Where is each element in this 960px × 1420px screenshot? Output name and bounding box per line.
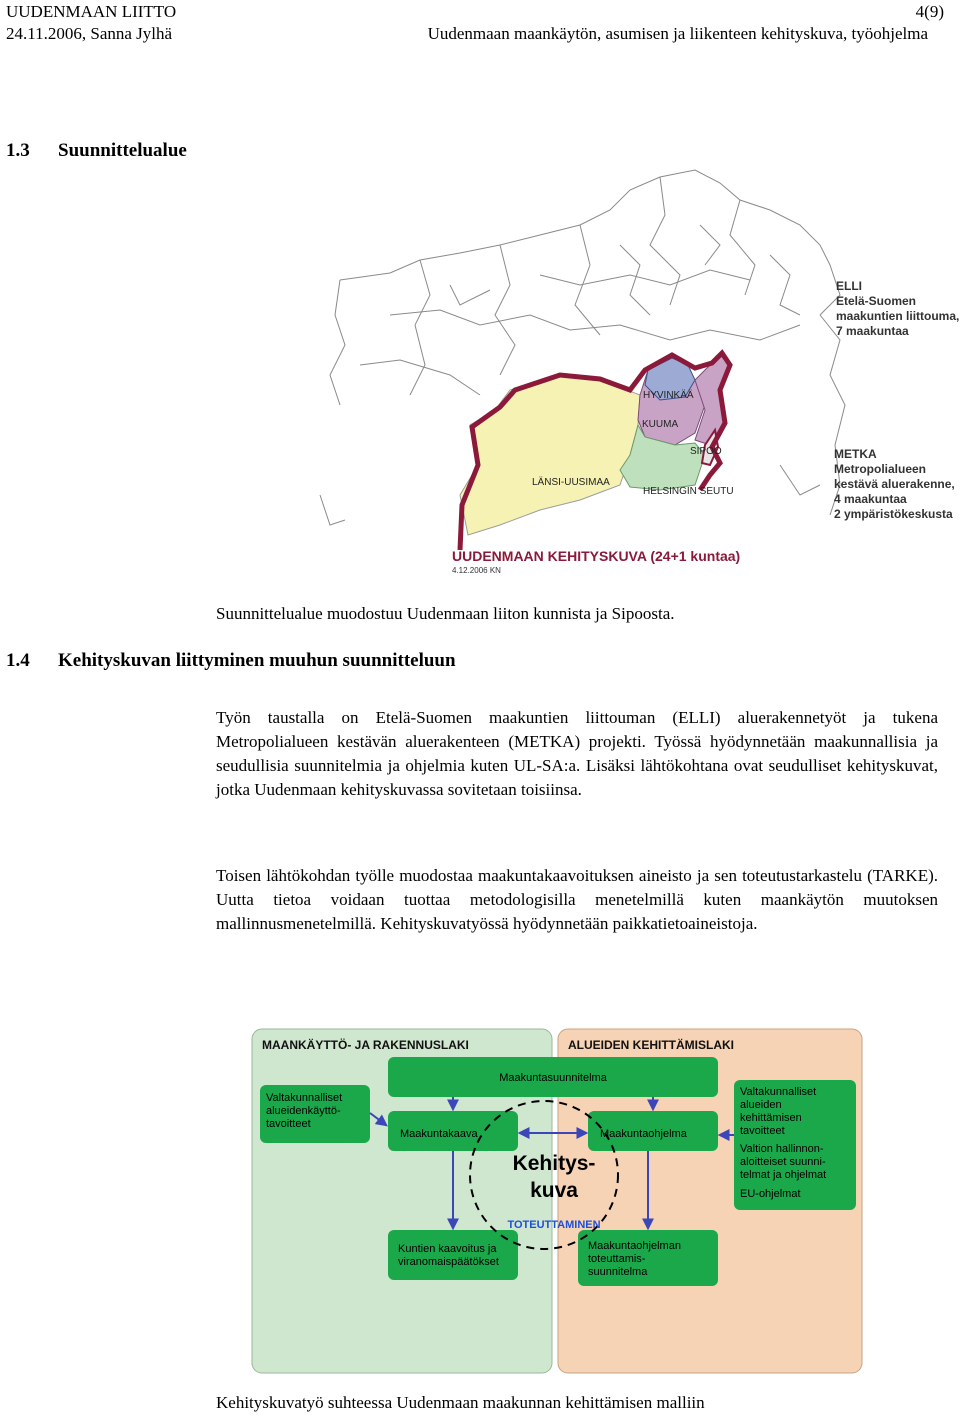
- svg-text:4 maakuntaa: 4 maakuntaa: [834, 492, 907, 506]
- map-date: 4.12.2006 KN: [452, 566, 501, 575]
- svg-text:Valtakunnalliset: Valtakunnalliset: [740, 1086, 817, 1098]
- svg-text:alueidenkäyttö-: alueidenkäyttö-: [266, 1105, 341, 1117]
- svg-text:Etelä-Suomen: Etelä-Suomen: [836, 294, 917, 308]
- label-lansi-uusimaa: LÄNSI-UUSIMAA: [532, 477, 610, 488]
- section-heading-1-3: [6, 140, 187, 162]
- section-heading-1-4: [6, 650, 456, 672]
- center-label-line1: Kehitys-: [512, 1152, 596, 1175]
- svg-text:7 maakuntaa: 7 maakuntaa: [836, 324, 909, 338]
- svg-text:maakuntien liittouma,: maakuntien liittouma,: [836, 309, 960, 323]
- region-lansi-uusimaa: [460, 375, 640, 535]
- svg-text:Valtion hallinnon-: Valtion hallinnon-: [740, 1143, 824, 1155]
- label-helsingin-seutu: HELSINGIN SEUTU: [643, 486, 734, 497]
- left-panel-title: MAANKÄYTTÖ- JA RAKENNUSLAKI: [262, 1038, 469, 1052]
- svg-text:ELLI: ELLI: [836, 279, 862, 293]
- diagram-caption: Kehityskuvatyö suhteessa Uudenmaan maakunnan kehittämisen malliin: [216, 1393, 705, 1412]
- svg-text:alueiden: alueiden: [740, 1099, 782, 1111]
- box-kuntien-kaavoitus: [388, 1230, 518, 1280]
- header-doc-title: Uudenmaan maankäytön, asumisen ja liikenteen kehityskuva, työohjelma: [427, 24, 928, 43]
- svg-text:2 ympäristökeskusta: 2 ympäristökeskusta: [834, 507, 953, 521]
- svg-text:Maakuntaohjelman: Maakuntaohjelman: [588, 1240, 681, 1252]
- svg-text:Metropolialueen: Metropolialueen: [834, 462, 927, 476]
- svg-text:Kuntien kaavoitus ja: Kuntien kaavoitus ja: [398, 1243, 497, 1255]
- label-sipoo: SIPOO: [690, 446, 722, 457]
- section-title: Kehityskuvan liittyminen muuhun suunnitteluun: [58, 650, 456, 671]
- svg-text:Maakuntakaava: Maakuntakaava: [400, 1128, 478, 1140]
- map-title: UUDENMAAN KEHITYSKUVA (24+1 kuntaa): [452, 548, 741, 564]
- legend-metka: [834, 447, 955, 521]
- toteuttaminen-label: TOTEUTTAMINEN: [507, 1219, 601, 1231]
- svg-text:Maakuntasuunnitelma: Maakuntasuunnitelma: [499, 1072, 607, 1084]
- header-page-number: 4(9): [915, 2, 944, 21]
- svg-text:suunnitelma: suunnitelma: [588, 1266, 648, 1278]
- svg-text:Valtakunnalliset: Valtakunnalliset: [266, 1092, 343, 1104]
- svg-text:EU-ohjelmat: EU-ohjelmat: [740, 1188, 801, 1200]
- svg-text:METKA: METKA: [834, 447, 877, 461]
- svg-text:viranomaispäätökset: viranomaispäätökset: [398, 1256, 499, 1268]
- section-number: 1.4: [6, 650, 30, 671]
- development-model-diagram: [248, 1025, 866, 1377]
- section-number: 1.3: [6, 140, 30, 161]
- svg-text:aloitteiset suunni-: aloitteiset suunni-: [740, 1156, 826, 1168]
- svg-text:Maakuntaohjelma: Maakuntaohjelma: [600, 1128, 687, 1140]
- svg-text:toteuttamis-: toteuttamis-: [588, 1253, 646, 1265]
- label-hyvinkaa: HYVINKÄÄ: [643, 390, 694, 401]
- paragraph-2: Toisen lähtökohdan työlle muodostaa maakuntakaavoituksen aineisto ja sen toteutustarkastelu (TARKE). Uutta tietoa voidaan tuottaa metodologisilla menetelmillä kuten maankäytön muutoksen mallinnusmenetelmillä. Kehityskuvatyössä hyödynnetään paikkatietoaineistoja.: [216, 866, 938, 933]
- paragraph-1: Työn taustalla on Etelä-Suomen maakuntien liittouman (ELLI) aluerakennetyöt ja tukena Metropolialueen kestävän aluerakenteen (METKA) projekti. Työssä hyödynnetään maakunnallisia ja seudullisia suunnitelmia ja ohjelmia kuten UL-SA:a. Lisäksi lähtökohtana ovat seudulliset kehityskuvat, jotka Uudenmaan kehityskuvassa sovitetaan toisiinsa.: [216, 708, 938, 799]
- svg-text:tavoitteet: tavoitteet: [266, 1118, 311, 1130]
- header-date-author: 24.11.2006, Sanna Jylhä: [6, 24, 173, 43]
- svg-text:tavoitteet: tavoitteet: [740, 1125, 785, 1137]
- header-org: UUDENMAAN LIITTO: [6, 2, 177, 21]
- legend-elli: [836, 279, 959, 338]
- center-label-line2: kuva: [530, 1179, 578, 1202]
- svg-text:kehittämisen: kehittämisen: [740, 1112, 802, 1124]
- section-title: Suunnittelualue: [58, 140, 187, 161]
- label-kuuma: KUUMA: [642, 419, 679, 430]
- map-caption: Suunnittelualue muodostuu Uudenmaan liiton kunnista ja Sipoosta.: [216, 604, 675, 623]
- svg-text:telmat ja ohjelmat: telmat ja ohjelmat: [740, 1169, 827, 1181]
- svg-text:kestävä aluerakenne,: kestävä aluerakenne,: [834, 477, 955, 491]
- planning-area-map: [300, 165, 960, 585]
- right-panel-title: ALUEIDEN KEHITTÄMISLAKI: [568, 1038, 734, 1052]
